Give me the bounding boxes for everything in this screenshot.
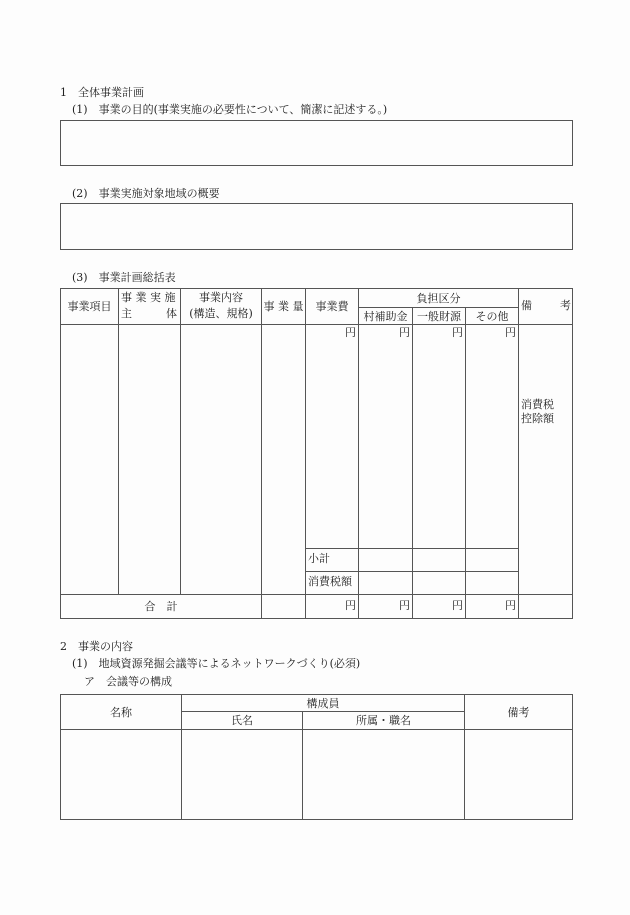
header-item: 事業項目 [67,300,112,313]
total-village-subsidy-unit: 円 [399,599,410,612]
header-remarks-b: 考 [560,299,571,312]
header-entity-line1: 事 業 実 施 [121,291,176,304]
header-content-line2: (構造、規格) [189,307,253,320]
section1-item1-label: (1) 事業の目的(事業実施の必要性について、簡潔に記述する。) [72,103,388,116]
area-overview-textbox[interactable] [60,203,573,250]
header-remarks-a: 備 [521,299,532,312]
section1-heading: 1 全体事業計画 [60,86,144,99]
section1-item3-label: (3) 事業計画総括表 [72,271,176,284]
col-line [518,288,519,619]
section2-heading: 2 事業の内容 [60,640,133,653]
section2-item1-label: (1) 地域資源発掘会議等によるネットワークづくり(必須) [72,657,361,670]
cost-unit: 円 [345,326,356,339]
section1-item2-label: (2) 事業実施対象地域の概要 [72,187,220,200]
header-entity-line2-a: 主 [121,307,132,320]
header-name: 名称 [110,705,132,719]
total-cost-unit: 円 [345,599,356,612]
section2-sub-a-label: ア 会議等の構成 [84,675,172,688]
header-village-subsidy: 村補助金 [363,309,408,323]
col-line [412,307,413,619]
col-line [358,307,359,619]
total-general-fund-unit: 円 [452,599,463,612]
header-members: 構成員 [306,696,340,710]
header-burden: 負担区分 [416,291,461,305]
remarks-note-line2: 控除額 [521,412,554,425]
remarks-note-line1: 消費税 [521,398,554,411]
col-line [261,288,262,619]
header-general-fund: 一般財源 [417,309,461,323]
total-label: 合 計 [144,600,178,613]
general-fund-unit: 円 [452,326,463,339]
header-entity-line2-b: 体 [166,307,177,320]
col-line [465,307,466,619]
tax-label: 消費税額 [308,575,352,588]
header-cost: 事業費 [315,300,349,313]
header-content-line1: 事業内容 [199,291,243,304]
header-affiliation: 所属・職名 [356,714,411,727]
col-line [180,288,181,594]
header-other: その他 [475,309,509,323]
header-remarks: 備考 [507,705,530,719]
member-header-bottom-line [60,729,573,730]
header-bottom-line [60,324,573,325]
other-unit: 円 [505,326,516,339]
col-line [118,288,119,594]
header-person-name: 氏名 [231,714,253,727]
village-subsidy-unit: 円 [399,326,410,339]
subtotal-label: 小計 [308,552,330,565]
header-volume: 事 業 量 [263,300,304,313]
purpose-textbox[interactable] [60,120,573,166]
total-other-unit: 円 [505,599,516,612]
